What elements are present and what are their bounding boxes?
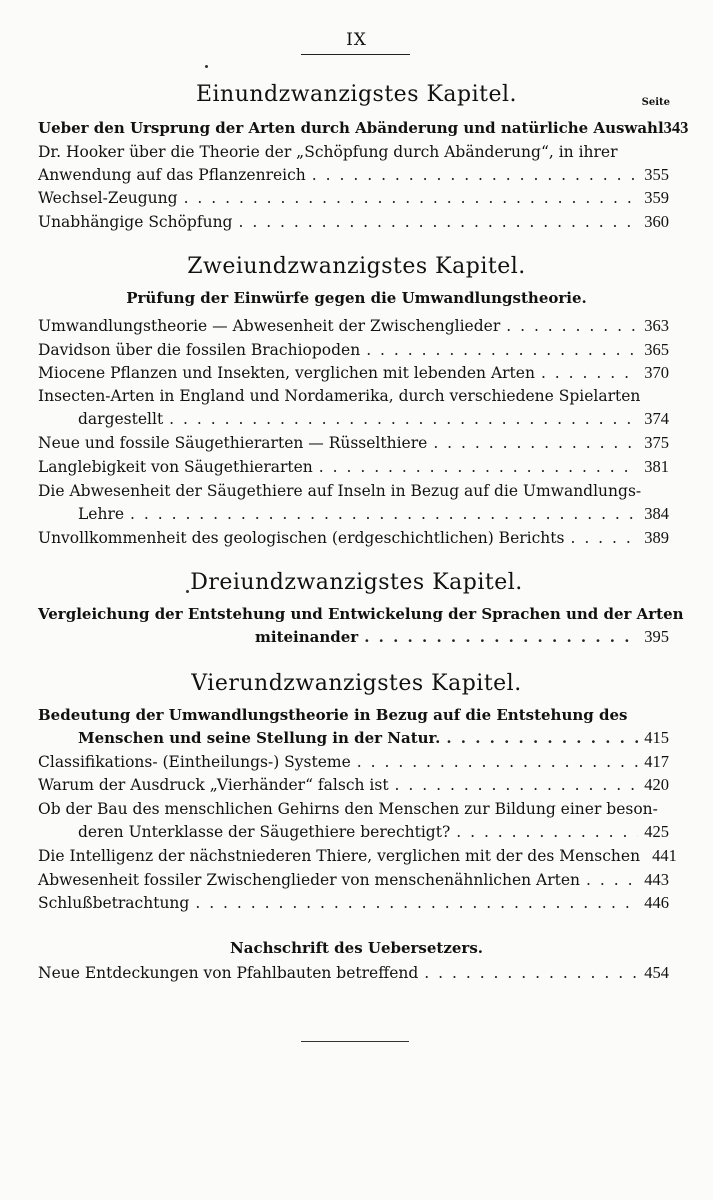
- dot-leader: [366, 339, 638, 361]
- toc-entry-text: Classifikations- (Eintheilungs-) Systeme: [38, 753, 351, 771]
- toc-entry-text: Miocene Pflanzen und Insekten, verglichen mit lebenden Arten: [38, 364, 535, 382]
- toc-page-number: 360: [644, 212, 669, 231]
- toc-entry-text: miteinander: [255, 628, 359, 646]
- toc-entry: [38, 892, 669, 914]
- dot-leader: [395, 774, 639, 796]
- toc-entry-text: Die Abwesenheit der Säugethiere auf Inseln in Bezug auf die Umwandlungs-: [38, 482, 642, 500]
- footer-rule: [301, 1041, 409, 1042]
- chapter-subtitle-22: Prüfung der Einwürfe gegen die Umwandlungstheorie.: [126, 289, 587, 307]
- toc-page-number: 355: [644, 165, 669, 184]
- toc-entry: [38, 751, 669, 773]
- toc-entry-text: Unabhängige Schöpfung: [38, 213, 233, 231]
- toc-entry: [38, 603, 684, 625]
- dot-leader: [169, 408, 638, 430]
- toc-page-number: 415: [644, 728, 669, 747]
- dot-leader: [319, 456, 638, 478]
- postscript-title: Nachschrift des Uebersetzers.: [230, 939, 483, 957]
- toc-entry: [38, 164, 669, 186]
- toc-entry: [38, 962, 669, 984]
- toc-entry-text: Ob der Bau des menschlichen Gehirns den Menschen zur Bildung einer beson-: [38, 800, 658, 818]
- toc-page-number: 441: [652, 846, 677, 865]
- toc-entry-text: Schlußbetrachtung: [38, 894, 190, 912]
- seite-label: Seite: [641, 97, 670, 108]
- toc-entry-text: Unvollkommenheit des geologischen (erdgeschichtlichen) Berichts: [38, 529, 565, 547]
- page-folio: IX: [346, 30, 367, 50]
- toc-entry: [38, 187, 669, 209]
- toc-entry-text: Abwesenheit fossiler Zwischenglieder von menschenähnlichen Arten: [38, 871, 581, 889]
- toc-page-number: 425: [644, 822, 669, 841]
- toc-entry: [38, 869, 669, 891]
- dot-leader: [312, 164, 638, 186]
- toc-page-number: 365: [644, 340, 669, 359]
- toc-page-number: 343: [663, 118, 689, 137]
- toc-entry: [78, 408, 669, 430]
- toc-entry: [38, 704, 669, 726]
- toc-page-number: 420: [644, 775, 669, 794]
- toc-page-number: 370: [644, 363, 669, 382]
- dot-leader: [446, 727, 638, 749]
- chapter-title-24: Vierundzwanzigstes Kapitel.: [191, 671, 522, 696]
- dot-leader: [238, 211, 638, 233]
- toc-page-number: 389: [644, 528, 669, 547]
- toc-entry-text: Insecten-Arten in England und Nordamerika, durch verschiedene Spielarten: [38, 387, 641, 405]
- toc-entry-text: Anwendung auf das Pflanzenreich: [38, 166, 306, 184]
- toc-page-number: 384: [644, 504, 669, 523]
- dot-leader: [570, 527, 638, 549]
- toc-entry-text: Bedeutung der Umwandlungstheorie in Bezug auf die Entstehung des: [38, 706, 628, 724]
- toc-entry-text: Neue und fossile Säugethierarten — Rüsselthiere: [38, 434, 428, 452]
- toc-entry: [38, 527, 669, 549]
- toc-page-number: 454: [644, 963, 669, 982]
- chapter-title-22: Zweiundzwanzigstes Kapitel.: [187, 254, 526, 279]
- toc-entry-text: dargestellt: [78, 410, 164, 428]
- dot-leader: [195, 892, 638, 914]
- toc-entry: [38, 339, 669, 361]
- toc-page-number: 381: [644, 457, 669, 476]
- dot-leader: [586, 869, 638, 891]
- toc-entry: [38, 362, 669, 384]
- toc-page-number: 375: [644, 433, 669, 452]
- toc-entry-text: Langlebigkeit von Säugethierarten: [38, 458, 313, 476]
- toc-entry: [38, 117, 689, 139]
- dot-leader: [456, 821, 638, 843]
- toc-entry-text: Neue Entdeckungen von Pfahlbauten betreffend: [38, 964, 419, 982]
- toc-entry-text: Davidson über die fossilen Brachiopoden: [38, 341, 361, 359]
- toc-entry-text: Wechsel-Zeugung: [38, 189, 178, 207]
- toc-entry-text: Lehre: [78, 505, 125, 523]
- dot-leader: [364, 626, 638, 648]
- dot-leader: [130, 503, 638, 525]
- toc-entry: [78, 821, 669, 843]
- toc-entry: [38, 456, 669, 478]
- header-rule: [301, 54, 410, 55]
- toc-entry: [78, 503, 669, 525]
- toc-entry: [38, 315, 669, 337]
- toc-entry-text: Umwandlungstheorie — Abwesenheit der Zwischenglieder: [38, 317, 501, 335]
- toc-page-number: 417: [644, 752, 669, 771]
- toc-page-number: 359: [644, 188, 669, 207]
- toc-page-number: 446: [644, 893, 669, 912]
- toc-page-number: 374: [644, 409, 669, 428]
- toc-entry-text: Ueber den Ursprung der Arten durch Abänderung und natürliche Auswahl: [38, 119, 664, 137]
- toc-entry-text: Die Intelligenz der nächstniederen Thiere, verglichen mit der des Menschen: [38, 847, 641, 865]
- chapter-title-21: Einundzwanzigstes Kapitel.: [195, 82, 518, 107]
- toc-entry-text: deren Unterklasse der Säugethiere berechtigt?: [78, 823, 451, 841]
- dot-leader: [433, 432, 638, 454]
- dot-leader: [506, 315, 638, 337]
- toc-entry-text: Menschen und seine Stellung in der Natur.: [78, 729, 441, 747]
- toc-page-number: 363: [644, 316, 669, 335]
- toc-entry: [38, 432, 669, 454]
- ink-speck: [205, 65, 208, 68]
- toc-entry: [38, 480, 669, 502]
- toc-entry: [255, 626, 669, 648]
- toc-entry-text: Dr. Hooker über die Theorie der „Schöpfung durch Abänderung“, in ihrer: [38, 143, 618, 161]
- toc-entry: [78, 727, 669, 749]
- dot-leader: [357, 751, 638, 773]
- toc-entry: [38, 774, 669, 796]
- dot-leader: [424, 962, 638, 984]
- toc-entry: [38, 211, 669, 233]
- toc-entry: [38, 141, 669, 163]
- chapter-title-23: Dreiundzwanzigstes Kapitel.: [190, 570, 523, 595]
- dot-leader: [541, 362, 638, 384]
- dot-leader: [184, 187, 639, 209]
- toc-entry-text: Warum der Ausdruck „Vierhänder“ falsch ist: [38, 776, 389, 794]
- toc-page-number: 395: [644, 627, 669, 646]
- toc-entry: [38, 798, 669, 820]
- toc-entry: [38, 385, 669, 407]
- toc-entry-text: Vergleichung der Entstehung und Entwickelung der Sprachen und der Arten: [38, 605, 684, 623]
- toc-entry: [38, 845, 677, 867]
- toc-page-number: 443: [644, 870, 669, 889]
